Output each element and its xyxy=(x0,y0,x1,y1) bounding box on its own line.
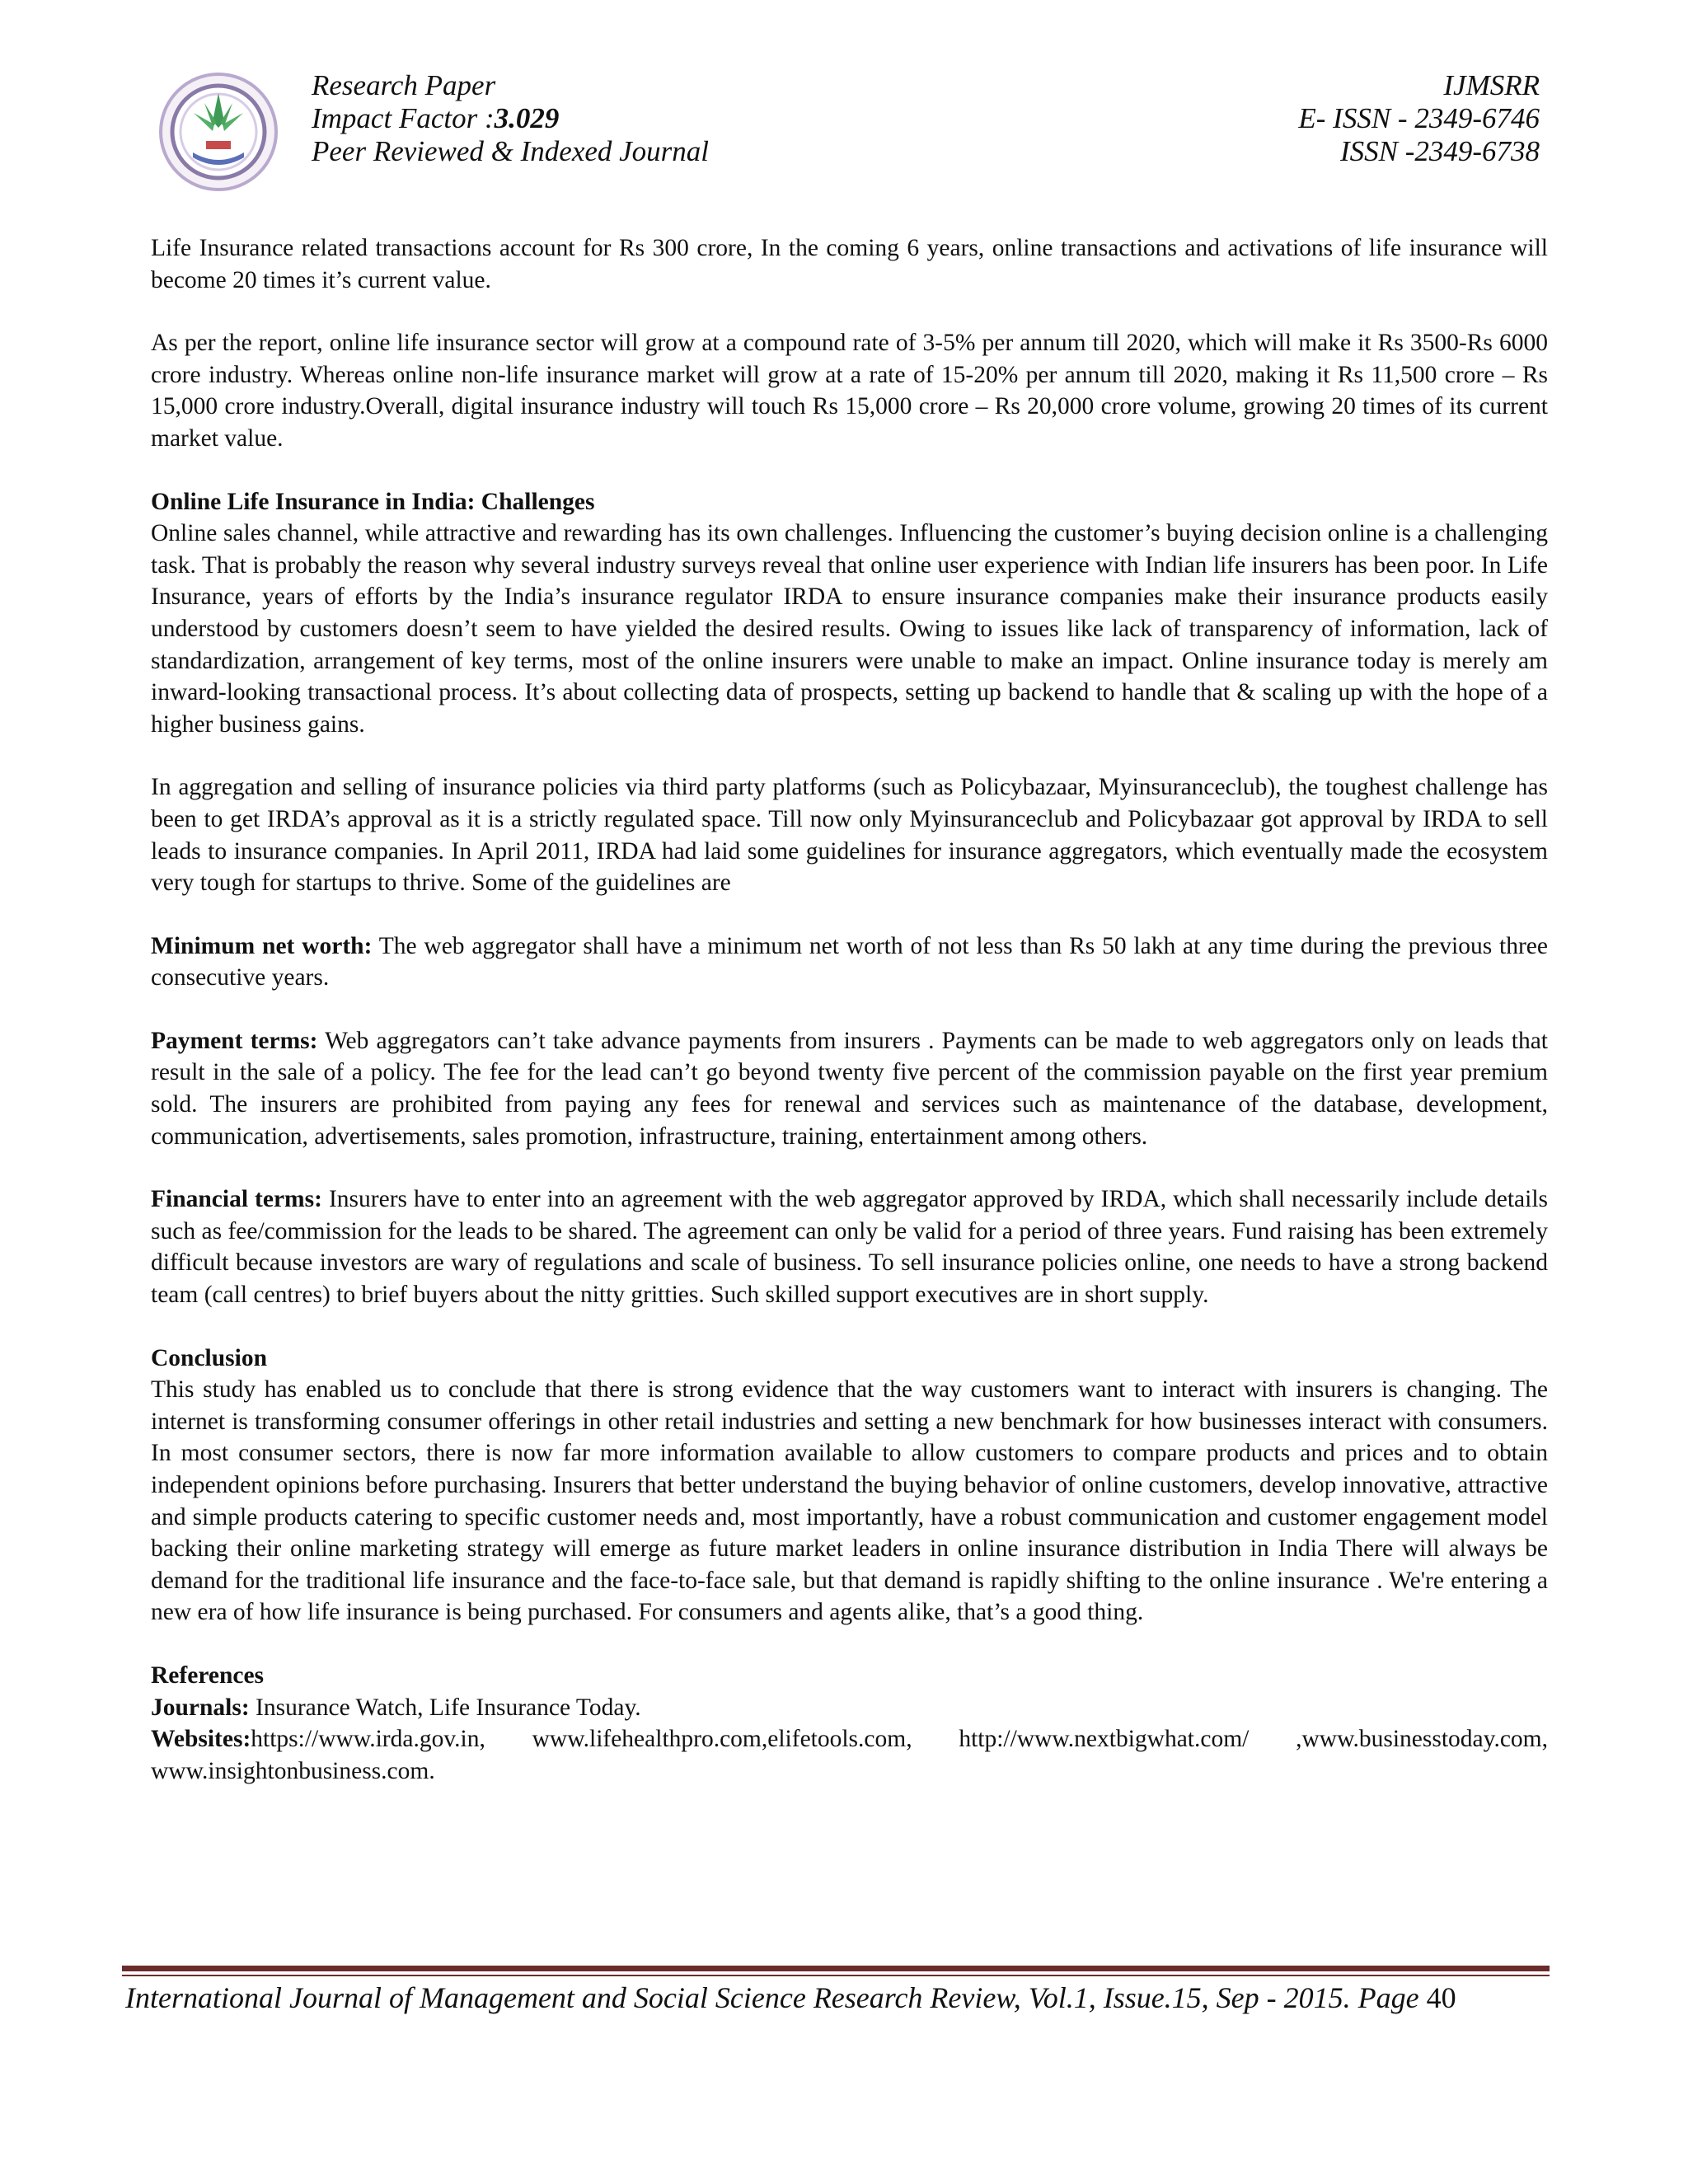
paragraph-conclusion: This study has enabled us to conclude that there is strong evidence that the way customers want to interact with insurers is changing. The internet is transforming consumer offerings in other retail industries and setting a new benchmark for how businesses interact with consumers. In most consumer sectors, there is now far more information available to allow customers to compare products and prices and to obtain independent opinions before purchasing. Insurers that better understand the buying behavior of online customers, develop innovative, attractive and simple products catering to specific customer needs and, most importantly, have a robust communication and customer engagement model backing their online marketing strategy will emerge as future market leaders in online insurance distribution in India There will always be demand for the traditional life insurance and the face-to-face sale, but that demand is rapidly shifting to the online insurance . We're entering a new era of how life insurance is being purchased. For consumers and agents alike, that’s a good thing. xyxy=(151,1376,1548,1626)
page-header xyxy=(0,0,1688,214)
header-right-block xyxy=(1298,69,1540,168)
journal-citation: International Journal of Management and Social Science Research Review, Vol.1, Issue.15, Sep - 2015. Page xyxy=(125,1981,1419,2014)
review-status: Peer Reviewed & Indexed Journal xyxy=(312,135,710,167)
paragraph-report-growth: As per the report, online life insurance sector will grow at a compound rate of 3-5% per annum till 2020, which will make it Rs 3500-Rs 6000 crore industry. Whereas online non-life insurance market will grow at a rate of 15-20% per annum till 2020, making it Rs 11,500 crore – Rs 15,000 crore industry.Overall, digital insurance industry will touch Rs 15,000 crore – Rs 20,000 crore volume, growing 20 times of its current market value. xyxy=(151,330,1548,452)
guideline-financial-terms: Financial terms: Insurers have to enter into an agreement with the web aggregator approved by IRDA, which shall necessarily include details such as fee/commission for the leads to be shared. The agreement can only be valid for a period of three years. Fund raising has been extremely difficult because investors are wary of regulations and scale of business. To sell insurance policies online, one needs to have a strong backend team (call centres) to brief buyers about the nitty gritties. Such skilled support executives are in short supply. xyxy=(151,1186,1549,1309)
journal-logo-icon xyxy=(157,70,280,194)
impact-factor-value: 3.029 xyxy=(494,102,560,134)
e-issn: E- ISSN - 2349-6746 xyxy=(1298,102,1540,134)
paragraph-life-insurance-transactions: Life Insurance related transactions account for Rs 300 crore, In the coming 6 years, online transactions and activations of life insurance will become 20 times it’s current value. xyxy=(151,235,1548,293)
heading-challenges: Online Life Insurance in India: Challenges xyxy=(151,488,595,515)
page-footer xyxy=(125,1980,1576,2016)
guideline-payment-terms: Payment terms: Web aggregators can’t take advance payments from insurers . Payments can be made to web aggregators only on leads that result in the sale of a policy. The fee for the lead can’t go beyond twenty five percent of the commission payable on the first year premium sold. The insurers are prohibited from paying any fees for renewal and services such as maintenance of the database, development, communication, advertisements, sales promotion, infrastructure, training, entertainment among others. xyxy=(151,1027,1548,1150)
paragraph-challenges: Online sales channel, while attractive and rewarding has its own challenges. Influencing the customer’s buying decision online is a challenging task. That is probably the reason why several industry surveys reveal that online user experience with Indian life insurers has been poor. In Life Insurance, years of efforts by the India’s insurance regulator IRDA to ensure insurance companies make their insurance products easily understood by customers doesn’t seem to have yielded the desired results. Owing to issues like lack of transparency of information, lack of standardization, arrangement of key terms, most of the online insurers were unable to make an impact. Online insurance today is merely am inward-looking transactional process. It’s about collecting data of prospects, setting up backend to handle that & scaling up with the hope of a higher business gains. xyxy=(151,520,1548,738)
footer-divider-thick xyxy=(122,1966,1550,1971)
article-body xyxy=(151,232,1548,1787)
reference-websites: Websites:https://www.irda.gov.in, www.lifehealthpro.com,elifetools.com, http://www.nextbigwhat.com/ ,www.businesstoday.com, www.insightonbusiness.com. xyxy=(151,1726,1548,1784)
impact-factor: Impact Factor :3.029 xyxy=(312,102,560,134)
heading-conclusion: Conclusion xyxy=(151,1344,267,1371)
reference-journals: Journals: Insurance Watch, Life Insurance Today. xyxy=(151,1694,641,1721)
paragraph-aggregation: In aggregation and selling of insurance policies via third party platforms (such as Policybazaar, Myinsuranceclub), the toughest challenge has been to get IRDA’s approval as it is a strictly regulated space. Till now only Myinsuranceclub and Policybazaar got approval by IRDA to sell leads to insurance companies. In April 2011, IRDA had laid some guidelines for insurance aggregators, which eventually made the ecosystem very tough for startups to thrive. Some of the guidelines are xyxy=(151,774,1548,897)
footer-divider-thin xyxy=(122,1975,1550,1976)
heading-references: References xyxy=(151,1661,265,1689)
page-number: 40 xyxy=(1426,1981,1456,2014)
header-left-block xyxy=(312,69,709,168)
issn: ISSN -2349-6738 xyxy=(1339,135,1540,167)
journal-abbrev: IJMSRR xyxy=(1443,69,1540,101)
guideline-minimum-net-worth: Minimum net worth: The web aggregator shall have a minimum net worth of not less than Rs 50 lakh at any time during the previous three consecutive years. xyxy=(151,932,1548,991)
paper-type: Research Paper xyxy=(312,69,496,101)
